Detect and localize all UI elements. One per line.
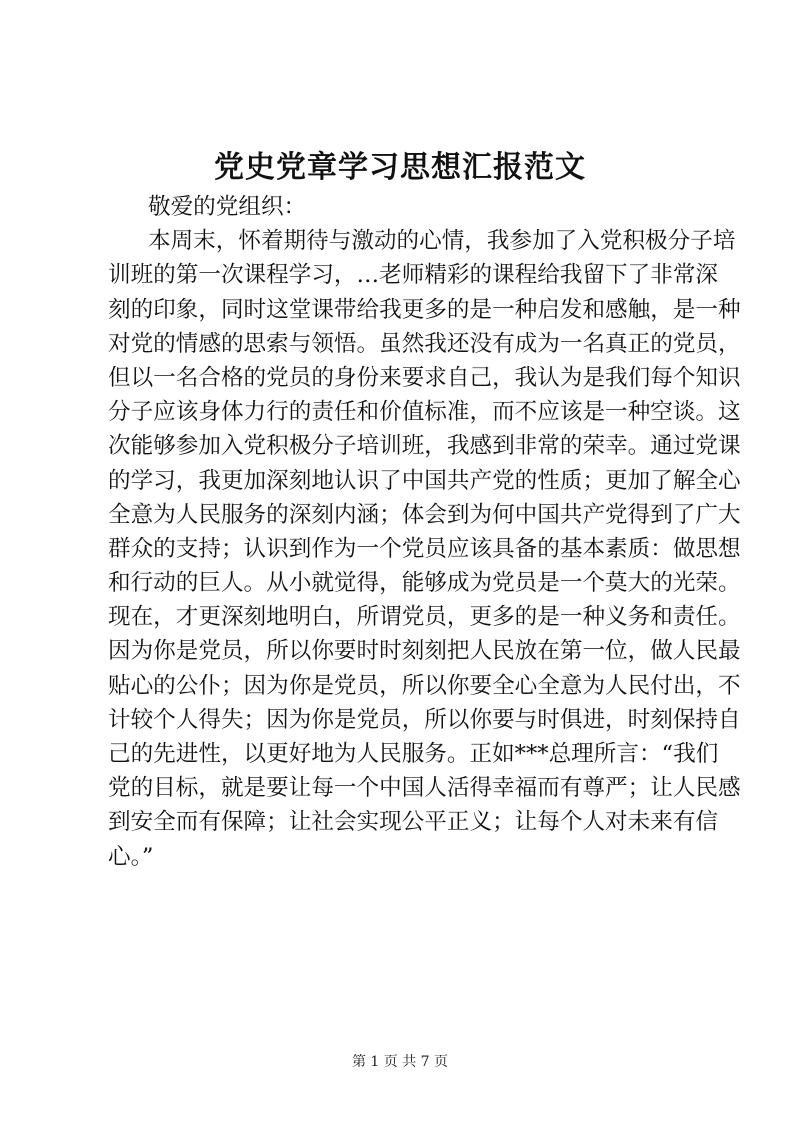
body-line: 心。” <box>108 843 154 870</box>
body-line: 本周末，怀着期待与激动的心情，我参加了入党积极分子培 <box>148 228 736 255</box>
body-line: 次能够参加入党积极分子培训班，我感到非常的荣幸。通过党课 <box>108 433 741 460</box>
salutation-line: 敬爱的党组织： <box>148 194 307 220</box>
document-title: 党史党章学习思想汇报范文 <box>214 150 586 185</box>
body-line: 和行动的巨人。从小就觉得，能够成为党员是一个莫大的光荣。 <box>108 570 741 597</box>
body-line: 己的先进性，以更好地为人民服务。正如***总理所言：“我们 <box>108 741 719 767</box>
body-line: 但以一名合格的党员的身份来要求自己，我认为是我们每个知识 <box>108 364 741 391</box>
body-line: 刻的印象，同时这堂课带给我更多的是一种启发和感触，是一种 <box>108 296 741 323</box>
page-footer: 第 1 页 共 7 页 <box>351 1054 449 1070</box>
body-line: 群众的支持；认识到作为一个党员应该具备的基本素质：做思想 <box>108 535 741 562</box>
body-line: 现在，才更深刻地明白，所谓党员，更多的是一种义务和责任。 <box>108 604 741 631</box>
body-line: 贴心的公仆；因为你是党员，所以你要全心全意为人民付出，不 <box>108 672 741 699</box>
body-line: 党的目标，就是要让每一个中国人活得幸福而有尊严；让人民感 <box>108 775 741 802</box>
body-line: 对党的情感的思索与领悟。虽然我还没有成为一名真正的党员， <box>108 330 741 357</box>
body-line: 计较个人得失；因为你是党员，所以你要与时俱进，时刻保持自 <box>108 706 741 733</box>
body-line: 分子应该身体力行的责任和价值标准，而不应该是一种空谈。这 <box>108 399 741 426</box>
body-line: 到安全而有保障；让社会实现公平正义；让每个人对未来有信 <box>108 809 719 836</box>
body-line: 全意为人民服务的深刻内涵；体会到为何中国共产党得到了广大 <box>108 501 741 528</box>
body-line: 因为你是党员，所以你要时时刻刻把人民放在第一位，做人民最 <box>108 638 741 665</box>
document-body <box>108 190 741 874</box>
body-line: 训班的第一次课程学习，…老师精彩的课程给我留下了非常深 <box>108 262 719 289</box>
body-line: 的学习，我更加深刻地认识了中国共产党的性质；更加了解全心 <box>108 467 741 494</box>
